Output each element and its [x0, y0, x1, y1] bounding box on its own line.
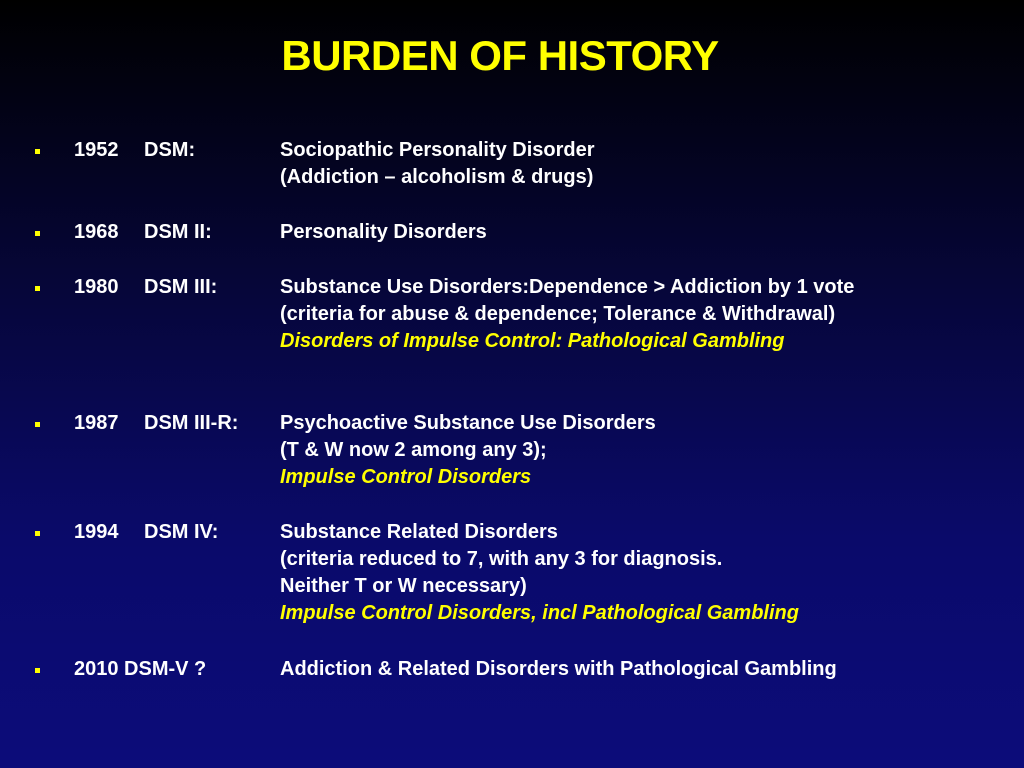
entry-year: 2010 DSM-V ? — [74, 658, 207, 680]
entry-line-highlight: Impulse Control Disorders, incl Pathological Gambling — [280, 602, 799, 624]
entry-year: 1980 — [74, 276, 119, 298]
bullet-icon — [35, 231, 40, 236]
entry-edition: DSM IV: — [144, 521, 219, 543]
entry-edition: DSM II: — [144, 221, 212, 243]
entry-year: 1987 — [74, 412, 119, 434]
entry-line: Sociopathic Personality Disorder — [280, 139, 595, 161]
entry-year: 1968 — [74, 221, 119, 243]
slide-title: BURDEN OF HISTORY — [281, 32, 719, 79]
bullet-icon — [35, 668, 40, 673]
entry-line: Personality Disorders — [280, 221, 487, 243]
bullet-icon — [35, 286, 40, 291]
entry-line: Substance Related Disorders — [280, 521, 558, 543]
entry-line: Neither T or W necessary) — [280, 575, 527, 597]
entry-edition: DSM: — [144, 139, 196, 161]
entry-line: (criteria for abuse & dependence; Tolerance & Withdrawal) — [280, 303, 836, 325]
entry-year: 1952 — [74, 139, 119, 161]
entry-line: (criteria reduced to 7, with any 3 for diagnosis. — [280, 548, 723, 570]
bullet-icon — [35, 531, 40, 536]
entry-line-highlight: Disorders of Impulse Control: Pathological Gambling — [280, 330, 785, 352]
entry-year: 1994 — [74, 521, 119, 543]
entry-line: Substance Use Disorders:Dependence > Addiction by 1 vote — [280, 276, 855, 298]
entry-edition: DSM III: — [144, 276, 218, 298]
entry-line: (Addiction – alcoholism & drugs) — [280, 166, 594, 188]
entry-line: Addiction & Related Disorders with Pathological Gambling — [280, 658, 837, 680]
bullet-icon — [35, 149, 40, 154]
entry-line-highlight: Impulse Control Disorders — [280, 466, 532, 488]
bullet-icon — [35, 422, 40, 427]
entry-line: (T & W now 2 among any 3); — [280, 439, 547, 461]
entry-edition: DSM III-R: — [144, 412, 239, 434]
entry-line: Psychoactive Substance Use Disorders — [280, 412, 656, 434]
